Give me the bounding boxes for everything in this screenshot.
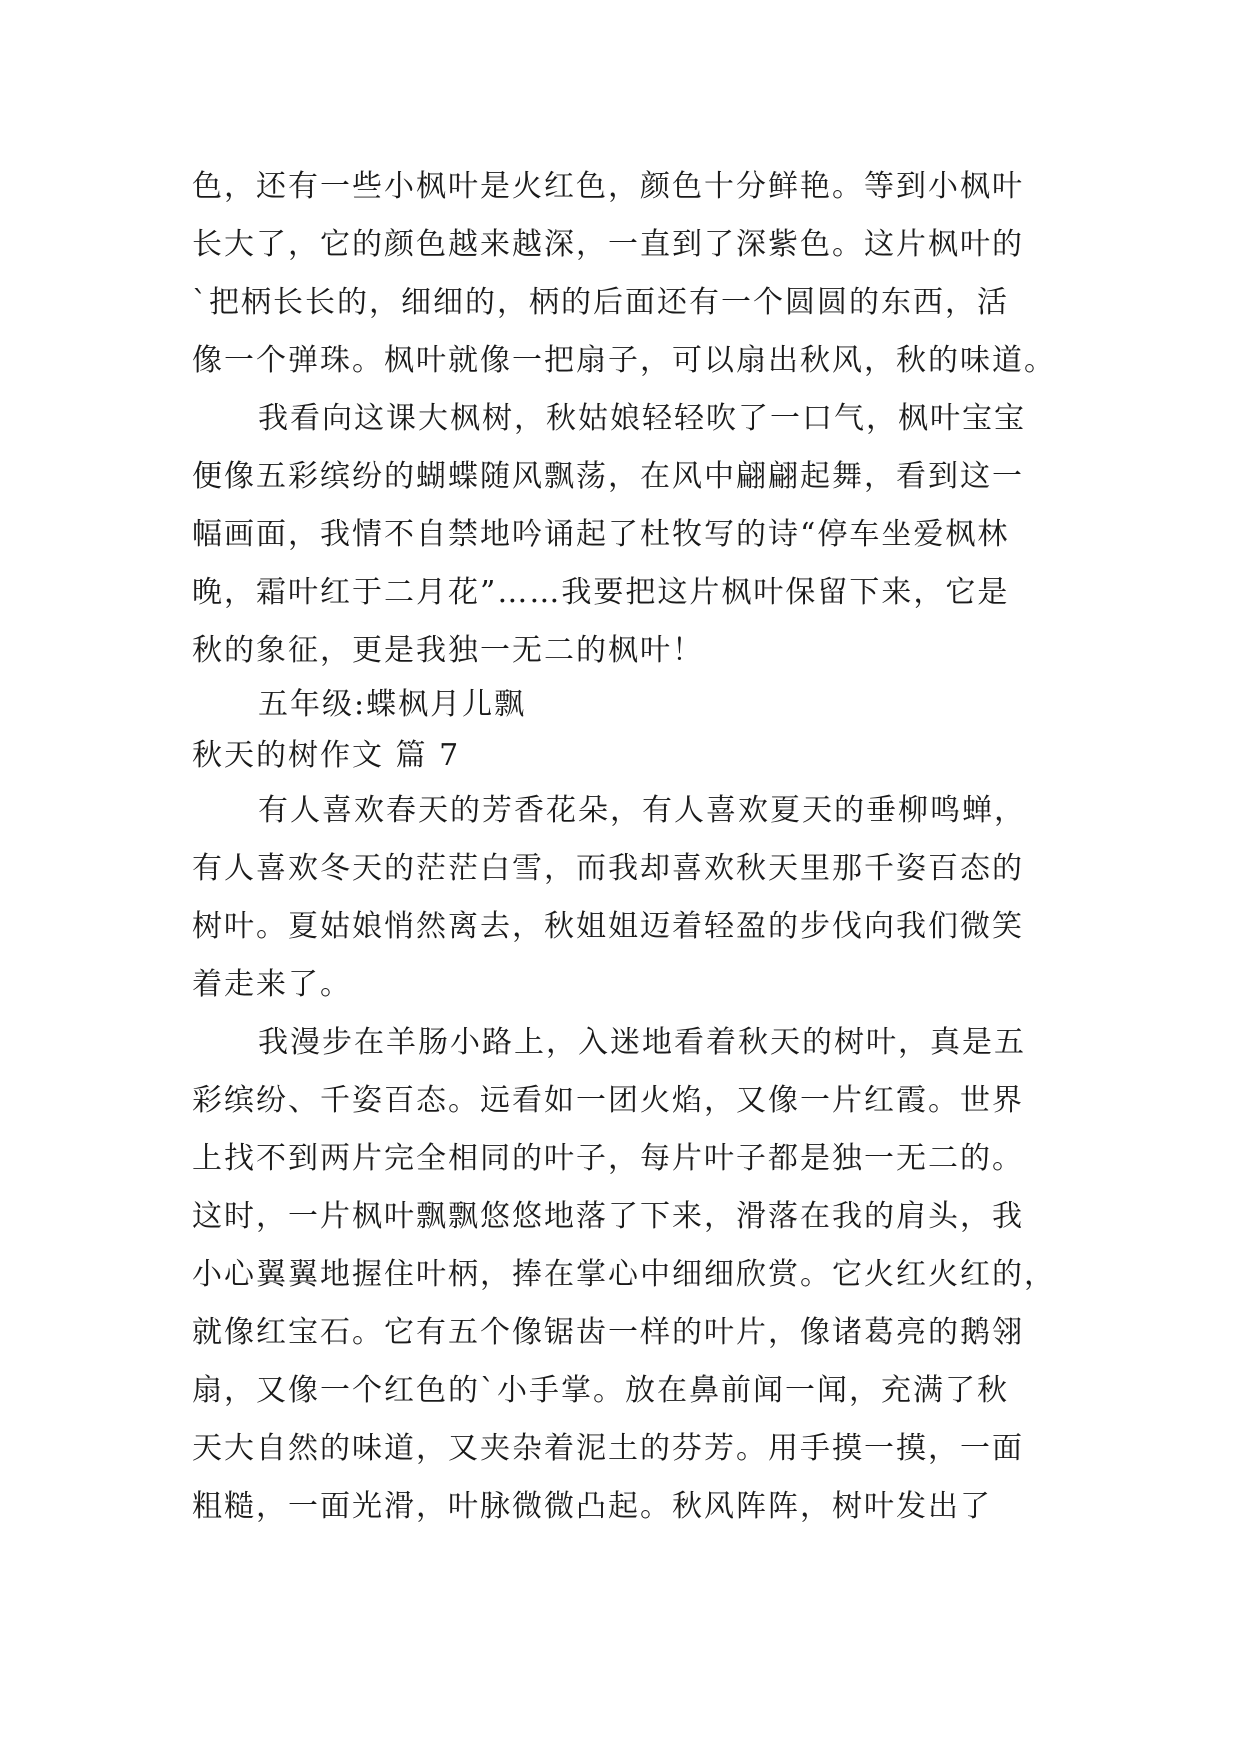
document-body <box>192 158 1072 1536</box>
text-line: 粗糙，一面光滑，叶脉微微凸起。秋风阵阵，树叶发出了 <box>192 1489 992 1524</box>
text-line: 有人喜欢春天的芳香花朵，有人喜欢夏天的垂柳鸣蝉， <box>258 793 1026 828</box>
text-line: 有人喜欢冬天的茫茫白雪，而我却喜欢秋天里那千姿百态的 <box>192 851 1024 886</box>
text-line: 我看向这课大枫树，秋姑娘轻轻吹了一口气，枫叶宝宝 <box>258 401 1026 436</box>
paragraph <box>192 1014 1072 1536</box>
text-line: 像一个弹珠。枫叶就像一把扇子，可以扇出秋风，秋的味道。 <box>192 343 1056 378</box>
section-heading: 秋天的树作文 篇 7 <box>192 738 461 773</box>
text-line: 秋的象征，更是我独一无二的枫叶！ <box>192 633 704 668</box>
text-line: 扇，又像一个红色的`小手掌。放在鼻前闻一闻，充满了秋 <box>192 1373 1009 1408</box>
text-line: 天大自然的味道，又夹杂着泥土的芬芳。用手摸一摸，一面 <box>192 1431 1024 1466</box>
text-line: 小心翼翼地握住叶柄，捧在掌心中细细欣赏。它火红火红的， <box>192 1257 1056 1292</box>
text-line: 幅画面，我情不自禁地吟诵起了杜牧写的诗“停车坐爱枫林 <box>192 517 1010 552</box>
text-line: 就像红宝石。它有五个像锯齿一样的叶片，像诸葛亮的鹅翎 <box>192 1315 1024 1350</box>
text-line: 上找不到两片完全相同的叶子，每片叶子都是独一无二的。 <box>192 1141 1024 1176</box>
text-line: `把柄长长的，细细的，柄的后面还有一个圆圆的东西，活 <box>192 285 1009 320</box>
paragraph <box>192 390 1072 680</box>
text-line: 彩缤纷、千姿百态。远看如一团火焰，又像一片红霞。世界 <box>192 1083 1024 1118</box>
paragraph <box>192 158 1072 390</box>
text-line: 树叶。夏姑娘悄然离去，秋姐姐迈着轻盈的步伐向我们微笑 <box>192 909 1024 944</box>
text-line: 长大了，它的颜色越来越深，一直到了深紫色。这片枫叶的 <box>192 227 1024 262</box>
text-line: 晚，霜叶红于二月花”……我要把这片枫叶保留下来，它是 <box>192 575 1010 610</box>
author-signature: 五年级:蝶枫月儿飘 <box>258 687 527 722</box>
text-line: 我漫步在羊肠小路上，入迷地看着秋天的树叶，真是五 <box>258 1025 1026 1060</box>
text-line: 色，还有一些小枫叶是火红色，颜色十分鲜艳。等到小枫叶 <box>192 169 1024 204</box>
paragraph <box>192 782 1072 1014</box>
text-line: 便像五彩缤纷的蝴蝶随风飘荡，在风中翩翩起舞，看到这一 <box>192 459 1024 494</box>
text-line: 这时，一片枫叶飘飘悠悠地落了下来，滑落在我的肩头，我 <box>192 1199 1024 1234</box>
text-line: 着走来了。 <box>192 967 352 1002</box>
